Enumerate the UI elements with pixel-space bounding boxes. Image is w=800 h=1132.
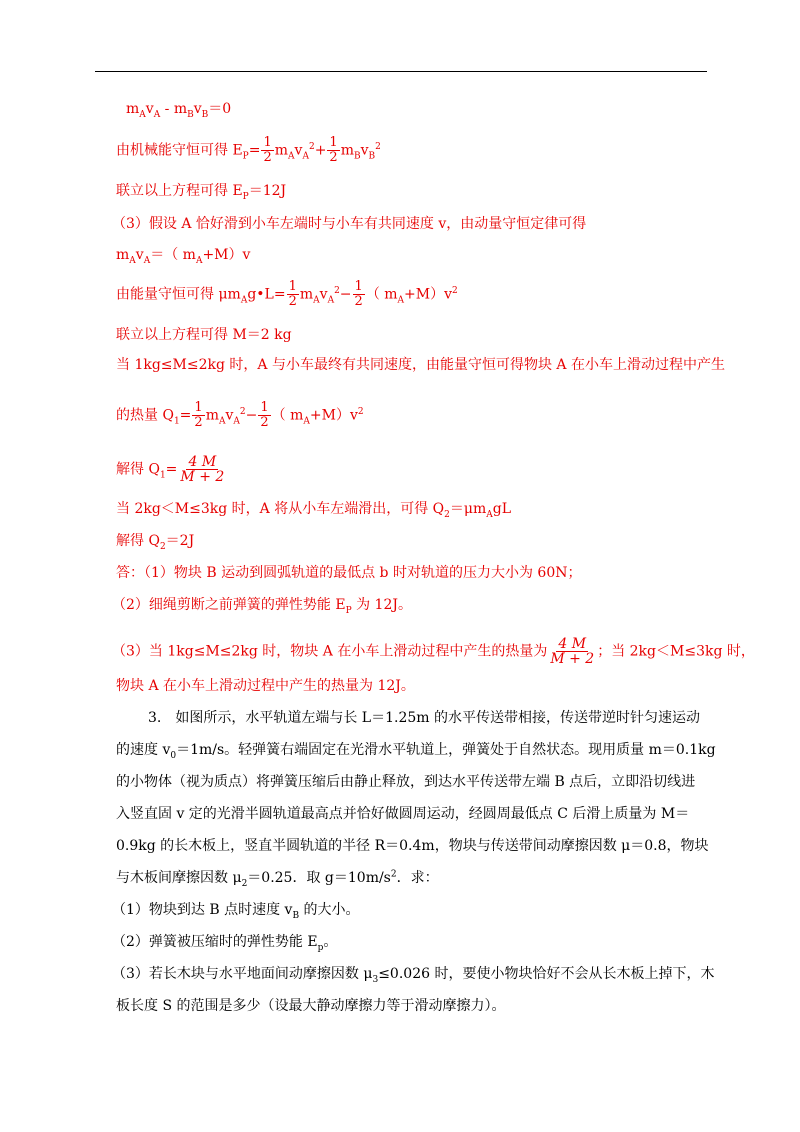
solution-line-q2-result: 解得 $Q_2=2J$ [116, 533, 195, 552]
problem3-question-2: （2）弹簧被压缩时的弹性势能 $E_p$。 [112, 934, 338, 953]
answer-line-1: 答：（1）物块 B 运动到圆弧轨道的最低点 b 时对轨道的压力大小为 60N； [116, 565, 582, 581]
problem3-line-1: 3. 如图所示，水平轨道左端与长 L＝1.25m 的水平传送带相接，传送带逆时针匀速运动 [148, 710, 700, 726]
problem3-line-5: 0.9kg 的长木板上，竖直半圆轨道的半径 R＝0.4m，物块与传送带间动摩擦因数 μ＝0.8，物块 [116, 838, 709, 854]
solution-line-momentum: $m_Av_A - m_Bv_B=0$ [126, 101, 232, 120]
solution-line-case1: 当 1kg≤M≤2kg 时，A 与小车最终有共同速度，由能量守恒可得物块 A 在小车上滑动过程中产生 [116, 357, 725, 373]
answer-line-2: （2）细绳剪断之前弹簧的弹性势能 $E_P$ 为 12J。 [112, 597, 412, 616]
answer-line-4: 物块 A 在小车上滑动过程中产生的热量为 12J。 [116, 678, 415, 694]
solution-line-energy-friction: 由能量守恒可得 $\mu m_Ag•L=$ $\frac{1}{2}$ $m_Av_A^2-$ $\frac{1}{2}$ （ $m_A+M)v^2$ [116, 279, 458, 309]
solution-line-part3-intro: （3）假设 A 恰好滑到小车左端时与小车有共同速度 v，由动量守恒定律可得 [112, 216, 587, 232]
solution-line-ep-result: 联立以上方程可得 $E_P=12J$ [116, 183, 287, 202]
problem3-question-3: （3）若长木块与水平地面间动摩擦因数 $\mu_3\le 0.026$ 时，要使小物块恰好不会从长木板上掉下，木 [112, 966, 715, 985]
header-rule [95, 71, 707, 72]
solution-line-energy: 由机械能守恒可得 $E_P=$ $\frac{1}{2}$ $m_Av_A^2+$ $\frac{1}{2}$ $m_Bv_B^2$ [116, 135, 381, 165]
solution-line-case2: 当 2kg＜M≤3kg 时，A 将从小车左端滑出，可得 $Q_2=\mu m_AgL$ [116, 501, 512, 520]
problem3-line-6: 与木板间摩擦因数 $\mu_2=0.25$．取 $g=10m/s^2$．求： [116, 869, 439, 889]
problem3-question-3-cont: 板长度 S 的范围是多少（设最大静动摩擦力等于滑动摩擦力）。 [116, 998, 506, 1014]
problem3-line-4: 入竖直固 v 定的光滑半圆轨道最高点并恰好做圆周运动，经圆周最低点 C 后滑上质量为 M＝ [116, 806, 690, 822]
solution-line-q1-result: 解得 $Q_1=$ $\frac{4 M}{M + 2}$ [116, 454, 225, 485]
problem3-question-1: （1）物块到达 B 点时速度 $v_B$ 的大小。 [112, 902, 360, 921]
problem3-line-2: 的速度 $v_0=1m/s$。轻弹簧右端固定在光滑水平轨道上，弹簧处于自然状态。现用质量 m＝0.1kg [116, 742, 716, 761]
solution-line-mass-result: 联立以上方程可得 M＝2 kg [116, 327, 292, 343]
solution-line-heat-q1: 的热量 $Q_1=$ $\frac{1}{2}$ $m_Av_A^2-$ $\frac{1}{2}$ （ $m_A+M)v^2$ [116, 400, 364, 430]
solution-line-common-velocity: $m_Av_A=$（ $m_A+M)v$ [116, 247, 251, 266]
answer-line-3: （3）当 1kg≤M≤2kg 时，物块 A 在小车上滑动过程中产生的热量为 $\frac{4 M}{M + 2}$ ；当 2kg＜M≤3kg 时， [112, 636, 755, 667]
problem3-line-3: 的小物体（视为质点）将弹簧压缩后由静止释放，到达水平传送带左端 B 点后，立即沿切线进 [116, 774, 696, 790]
